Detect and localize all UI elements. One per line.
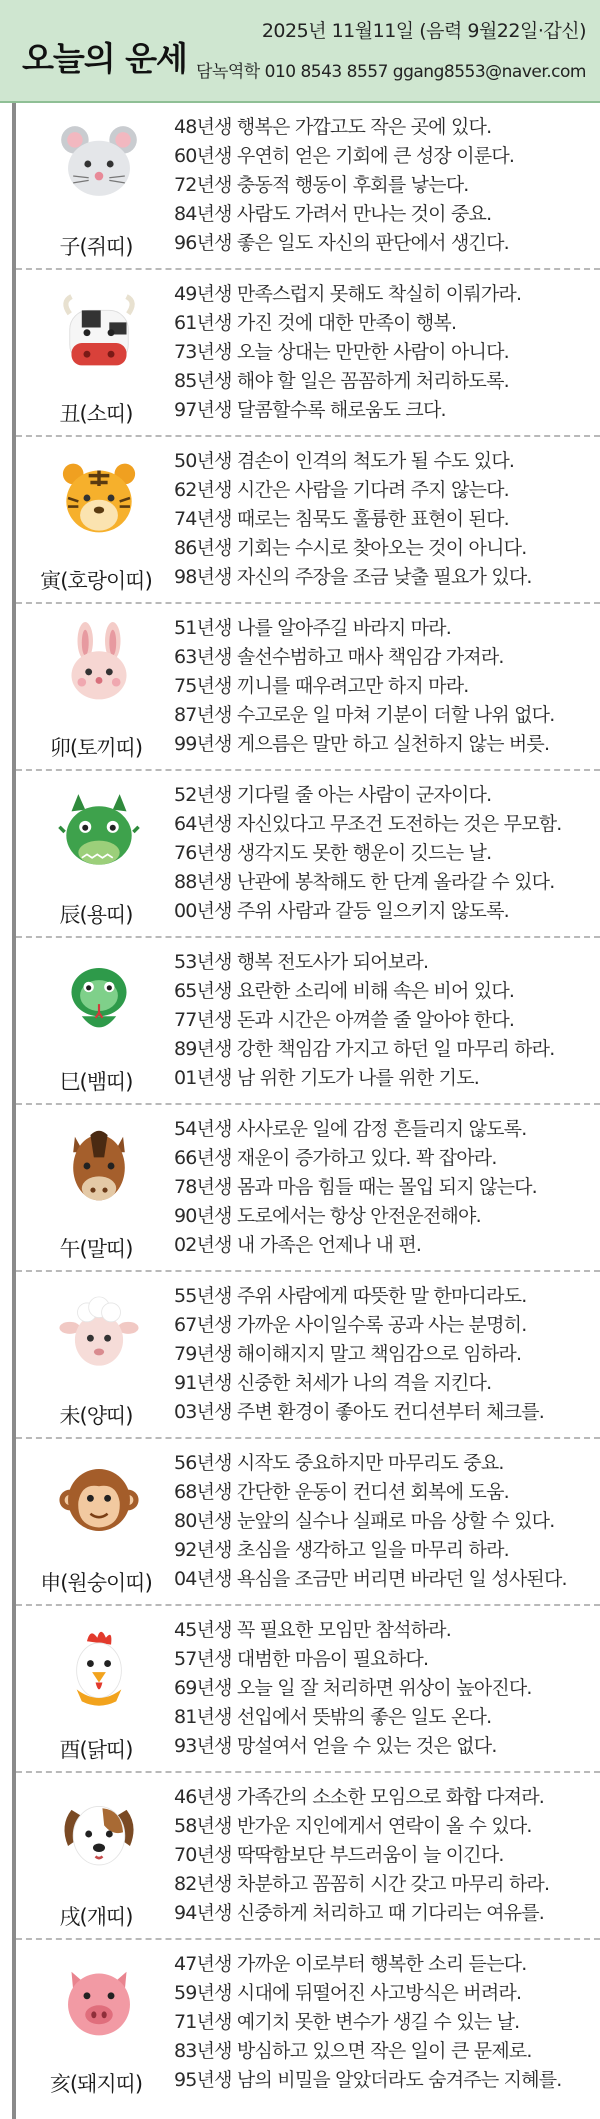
fortune-line: 66년생 재운이 증가하고 있다. 꽉 잡아라. bbox=[174, 1147, 497, 1169]
fortune-lines bbox=[174, 1783, 598, 1928]
fortune-line: 75년생 끼니를 때우려고만 하지 마라. bbox=[174, 675, 469, 697]
fortune-line: 83년생 방심하고 있으면 작은 일이 큰 문제로. bbox=[174, 2040, 532, 2062]
fortune-line: 97년생 달콤할수록 해로움도 크다. bbox=[174, 399, 446, 421]
fortune-lines bbox=[174, 948, 598, 1093]
zodiac-animal-label: 未(양띠) bbox=[59, 1404, 133, 1428]
fortune-line: 50년생 겸손이 인격의 척도가 될 수도 있다. bbox=[174, 450, 515, 472]
zodiac-animal-label: 寅(호랑이띠) bbox=[40, 569, 152, 593]
fortune-line: 45년생 꼭 필요한 모임만 참석하라. bbox=[174, 1619, 451, 1641]
zodiac-entry bbox=[16, 938, 600, 1105]
fortune-line: 63년생 솔선수범하고 매사 책임감 가져라. bbox=[174, 646, 504, 668]
fortune-line: 47년생 가까운 이로부터 행복한 소리 듣는다. bbox=[174, 1953, 527, 1975]
page-title: 오늘의 운세 bbox=[22, 39, 187, 78]
zodiac-entry bbox=[16, 1105, 600, 1272]
fortune-line: 91년생 신중한 처세가 나의 격을 지킨다. bbox=[174, 1372, 492, 1394]
fortune-line: 87년생 수고로운 일 마쳐 기분이 더할 나위 없다. bbox=[174, 704, 555, 726]
fortune-line: 57년생 대범한 마음이 필요하다. bbox=[174, 1648, 429, 1670]
fortune-line: 51년생 나를 알아주길 바라지 마라. bbox=[174, 617, 451, 639]
zodiac-entry bbox=[16, 1773, 600, 1940]
fortune-line: 54년생 사사로운 일에 감정 흔들리지 않도록. bbox=[174, 1118, 527, 1140]
fortune-line: 49년생 만족스럽지 못해도 착실히 이뤄가라. bbox=[174, 283, 522, 305]
fortune-lines bbox=[174, 1115, 598, 1260]
fortune-line: 59년생 시대에 뒤떨어진 사고방식은 버려라. bbox=[174, 1982, 522, 2004]
fortune-line: 84년생 사람도 가려서 만나는 것이 중요. bbox=[174, 203, 492, 225]
fortune-line: 94년생 신중하게 처리하고 때 기다리는 여유를. bbox=[174, 1902, 544, 1924]
fortune-lines bbox=[174, 280, 598, 425]
fortune-line: 90년생 도로에서는 항상 안전운전해야. bbox=[174, 1205, 481, 1227]
fortune-line: 01년생 남 위한 기도가 나를 위한 기도. bbox=[174, 1067, 480, 1089]
fortune-line: 67년생 가까운 사이일수록 공과 사는 분명히. bbox=[174, 1314, 527, 1336]
zodiac-animal-label: 申(원숭이띠) bbox=[40, 1571, 152, 1595]
fortune-line: 56년생 시작도 중요하지만 마무리도 중요. bbox=[174, 1452, 504, 1474]
fortune-line: 64년생 자신있다고 무조건 도전하는 것은 무모함. bbox=[174, 813, 562, 835]
date-line: 2025년 11월11일 (음력 9월22일·갑신) bbox=[261, 20, 586, 42]
zodiac-animal bbox=[16, 1773, 168, 1938]
fortune-line: 61년생 가진 것에 대한 만족이 행복. bbox=[174, 312, 457, 334]
zodiac-entry bbox=[16, 1606, 600, 1773]
fortune-line: 58년생 반가운 지인에게서 연락이 올 수 있다. bbox=[174, 1815, 532, 1837]
zodiac-entry bbox=[16, 437, 600, 604]
fortune-line: 68년생 간단한 운동이 컨디션 회복에 도움. bbox=[174, 1481, 509, 1503]
fortune-lines bbox=[174, 1449, 598, 1594]
fortune-line: 48년생 행복은 가깝고도 작은 곳에 있다. bbox=[174, 116, 492, 138]
zodiac-animal bbox=[16, 270, 168, 435]
fortune-line: 70년생 딱딱함보단 부드러움이 늘 이긴다. bbox=[174, 1844, 504, 1866]
zodiac-entry bbox=[16, 103, 600, 270]
zodiac-entry bbox=[16, 1439, 600, 1606]
zodiac-entry bbox=[16, 604, 600, 771]
zodiac-animal-label: 辰(용띠) bbox=[59, 903, 133, 927]
zodiac-animal-label: 午(말띠) bbox=[59, 1237, 133, 1261]
zodiac-entry bbox=[16, 1940, 600, 2107]
zodiac-animal bbox=[16, 437, 168, 602]
fortune-line: 95년생 남의 비밀을 알았더라도 숨겨주는 지혜를. bbox=[174, 2069, 562, 2091]
fortune-line: 81년생 선입에서 뜻밖의 좋은 일도 온다. bbox=[174, 1706, 492, 1728]
zodiac-animal-label: 亥(돼지띠) bbox=[49, 2072, 143, 2096]
zodiac-animal-label: 戌(개띠) bbox=[59, 1905, 133, 1929]
fortune-line: 89년생 강한 책임감 가지고 하던 일 마무리 하라. bbox=[174, 1038, 555, 1060]
fortune-line: 71년생 예기치 못한 변수가 생길 수 있는 날. bbox=[174, 2011, 520, 2033]
fortune-line: 80년생 눈앞의 실수나 실패로 마음 상할 수 있다. bbox=[174, 1510, 555, 1532]
zodiac-entry bbox=[16, 771, 600, 938]
fortune-line: 88년생 난관에 봉착해도 한 단계 올라갈 수 있다. bbox=[174, 871, 555, 893]
fortune-lines bbox=[174, 113, 598, 258]
zodiac-animal bbox=[16, 938, 168, 1103]
fortune-lines bbox=[174, 1616, 598, 1761]
fortune-line: 04년생 욕심을 조금만 버리면 바라던 일 성사된다. bbox=[174, 1568, 567, 1590]
zodiac-entry bbox=[16, 270, 600, 437]
fortune-lines bbox=[174, 1282, 598, 1427]
zodiac-list bbox=[16, 103, 600, 2107]
fortune-line: 85년생 해야 할 일은 꼼꼼하게 처리하도록. bbox=[174, 370, 509, 392]
zodiac-animal bbox=[16, 1606, 168, 1771]
fortune-line: 55년생 주위 사람에게 따뜻한 말 한마디라도. bbox=[174, 1285, 527, 1307]
header-banner bbox=[0, 0, 600, 103]
fortune-line: 03년생 주변 환경이 좋아도 컨디션부터 체크를. bbox=[174, 1401, 544, 1423]
zodiac-animal bbox=[16, 1272, 168, 1437]
fortune-line: 65년생 요란한 소리에 비해 속은 비어 있다. bbox=[174, 980, 515, 1002]
fortune-line: 69년생 오늘 일 잘 처리하면 위상이 높아진다. bbox=[174, 1677, 532, 1699]
fortune-line: 72년생 충동적 행동이 후회를 낳는다. bbox=[174, 174, 469, 196]
zodiac-animal-label: 酉(닭띠) bbox=[59, 1738, 133, 1762]
fortune-line: 86년생 기회는 수시로 찾아오는 것이 아니다. bbox=[174, 537, 527, 559]
fortune-line: 52년생 기다릴 줄 아는 사람이 군자이다. bbox=[174, 784, 492, 806]
contact-line: 담녹역학 010 8543 8557 ggang8553@naver.com bbox=[196, 62, 586, 82]
fortune-line: 46년생 가족간의 소소한 모임으로 화합 다져라. bbox=[174, 1786, 544, 1808]
zodiac-animal bbox=[16, 1940, 168, 2105]
fortune-line: 78년생 몸과 마음 힘들 때는 몰입 되지 않는다. bbox=[174, 1176, 537, 1198]
fortune-line: 99년생 게으름은 말만 하고 실천하지 않는 버릇. bbox=[174, 733, 550, 755]
fortune-lines bbox=[174, 447, 598, 592]
fortune-line: 98년생 자신의 주장을 조금 낮출 필요가 있다. bbox=[174, 566, 532, 588]
fortune-line: 53년생 행복 전도사가 되어보라. bbox=[174, 951, 429, 973]
zodiac-animal bbox=[16, 103, 168, 268]
fortune-line: 62년생 시간은 사람을 기다려 주지 않는다. bbox=[174, 479, 509, 501]
fortune-line: 96년생 좋은 일도 자신의 판단에서 생긴다. bbox=[174, 232, 509, 254]
fortune-line: 93년생 망설여서 얻을 수 있는 것은 없다. bbox=[174, 1735, 497, 1757]
fortune-lines bbox=[174, 1950, 598, 2095]
fortune-line: 92년생 초심을 생각하고 일을 마무리 하라. bbox=[174, 1539, 509, 1561]
fortune-line: 79년생 해이해지지 말고 책임감으로 임하라. bbox=[174, 1343, 522, 1365]
zodiac-animal-label: 子(쥐띠) bbox=[59, 235, 133, 259]
fortune-line: 60년생 우연히 얻은 기회에 큰 성장 이룬다. bbox=[174, 145, 515, 167]
fortune-line: 76년생 생각지도 못한 행운이 깃드는 날. bbox=[174, 842, 492, 864]
zodiac-animal-label: 巳(뱀띠) bbox=[59, 1070, 133, 1094]
zodiac-animal bbox=[16, 1439, 168, 1604]
fortune-line: 73년생 오늘 상대는 만만한 사람이 아니다. bbox=[174, 341, 509, 363]
fortune-lines bbox=[174, 614, 598, 759]
zodiac-animal-label: 卯(토끼띠) bbox=[49, 736, 143, 760]
fortune-lines bbox=[174, 781, 598, 926]
fortune-line: 74년생 때로는 침묵도 훌륭한 표현이 된다. bbox=[174, 508, 509, 530]
fortune-line: 77년생 돈과 시간은 아껴쓸 줄 알아야 한다. bbox=[174, 1009, 515, 1031]
zodiac-animal-label: 丑(소띠) bbox=[59, 402, 133, 426]
zodiac-animal bbox=[16, 771, 168, 936]
fortune-line: 82년생 차분하고 꼼꼼히 시간 갖고 마무리 하라. bbox=[174, 1873, 550, 1895]
zodiac-entry bbox=[16, 1272, 600, 1439]
zodiac-animal bbox=[16, 604, 168, 769]
zodiac-animal bbox=[16, 1105, 168, 1270]
fortune-line: 00년생 주위 사람과 갈등 일으키지 않도록. bbox=[174, 900, 509, 922]
fortune-line: 02년생 내 가족은 언제나 내 편. bbox=[174, 1234, 422, 1256]
